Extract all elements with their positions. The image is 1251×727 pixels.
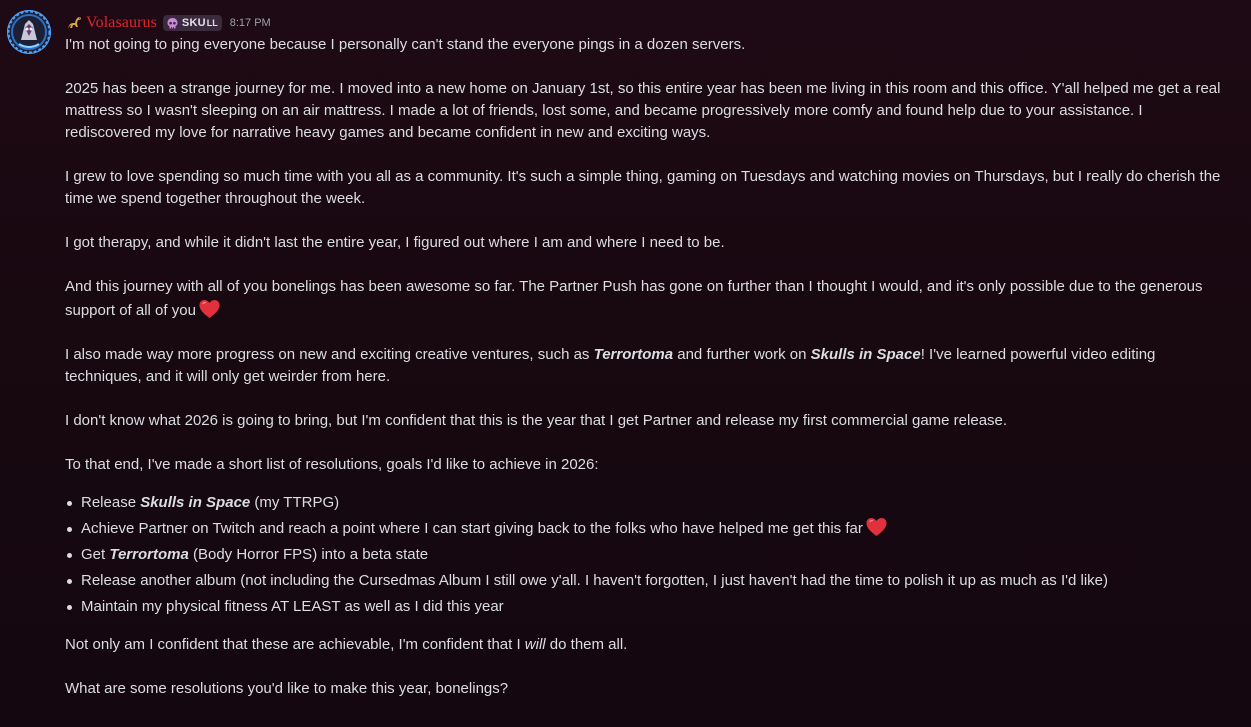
paragraph-creative-line-2: techniques, and it will only get weirder from here. [65, 368, 391, 385]
list-item-text: (my TTRPG) [250, 494, 340, 511]
list-item [65, 542, 1240, 568]
list-item-emphasis: Skulls in Space [140, 494, 251, 511]
guild-tag[interactable] [163, 15, 222, 31]
list-item [65, 490, 1240, 516]
creative-text-start: I also made way more progress on new and exciting creative ventures, such as [65, 346, 594, 363]
paragraph-partner-line-2 [65, 298, 1240, 322]
skull-icon [166, 17, 179, 30]
user-avatar[interactable] [7, 10, 51, 54]
list-item-text: Release another album (not including the Cursedmas Album I still owe y'all. I haven't forgotten, I just haven't had the time to polish it up as much as I'd like) [81, 572, 1108, 589]
list-item [65, 594, 1240, 620]
paragraph-question: What are some resolutions you'd like to make this year, bonelings? [65, 680, 509, 697]
paragraph-therapy: I got therapy, and while it didn't last the entire year, I figured out where I am and where I need to be. [65, 234, 725, 251]
paragraph-journey-line-2: mattress so I wasn't sleeping on an air mattress. I made a lot of friends, lost some, and became progressively more comfy and found help due to your assistance. I [65, 102, 1143, 119]
list-item-text: Get [81, 546, 110, 563]
paragraph-2026: I don't know what 2026 is going to bring, but I'm confident that this is the year that I get Partner and release my first commercial game release. [65, 412, 1008, 429]
list-item-text: Achieve Partner on Twitch and reach a point where I can start giving back to the folks who have helped me get this far [81, 520, 863, 537]
creative-text-end: ! I've learned powerful video editing [920, 346, 1156, 363]
paragraph-partner-line-1: And this journey with all of you bonelings has been awesome so far. The Partner Push has gone on further than I thought I would, and it's only possible due to the generous [65, 278, 1203, 295]
heart-icon[interactable] [198, 298, 221, 320]
paragraph-confidence [65, 634, 1240, 656]
paragraph-resolutions-intro: To that end, I've made a short list of resolutions, goals I'd like to achieve in 2026: [65, 456, 599, 473]
username[interactable]: Volasaurus [86, 14, 157, 31]
list-item-emphasis: Terrortoma [109, 546, 189, 563]
list-item [65, 516, 1240, 542]
paragraph-intro: I'm not going to ping everyone because I personally can't stand the everyone pings in a dozen servers. [65, 36, 746, 53]
guild-tag-suffix: LL [206, 18, 218, 28]
message-header [66, 13, 271, 33]
will-emphasis: will [524, 636, 546, 653]
list-item-text: Maintain my physical fitness AT LEAST as well as I did this year [81, 598, 504, 615]
paragraph-creative-line-1 [65, 344, 1240, 366]
confidence-text-start: Not only am I confident that these are achievable, I'm confident that I [65, 636, 525, 653]
skulls-in-space-emphasis: Skulls in Space [810, 346, 921, 363]
heart-icon[interactable] [865, 516, 888, 538]
list-item-text: Release [81, 494, 141, 511]
message-timestamp[interactable]: 8:17 PM [229, 17, 271, 29]
terrortoma-emphasis: Terrortoma [593, 346, 674, 363]
paragraph-journey-line-3: rediscovered my love for narrative heavy games and became confident in new and exciting ways. [65, 124, 711, 141]
avatar-image [7, 10, 51, 54]
paragraph-community-line-2: time we spend together throughout the week. [65, 190, 366, 207]
list-item-text: (Body Horror FPS) into a beta state [188, 546, 429, 563]
creative-text-middle: and further work on [673, 346, 811, 363]
partner-support-text: support of all of you [65, 302, 196, 319]
resolutions-list [65, 490, 1240, 620]
paragraph-community-line-1: I grew to love spending so much time with you all as a community. It's such a simple thing, gaming on Tuesdays and watching movies on Thursdays, but I really do cherish the [65, 168, 1221, 185]
list-item [65, 568, 1240, 594]
confidence-text-end: do them all. [545, 636, 628, 653]
guild-tag-text: SKU [181, 17, 206, 29]
paragraph-journey-line-1: 2025 has been a strange journey for me. I moved into a new home on January 1st, so this entire year has been me living in this room and this office. Y'all helped me get a real [65, 80, 1221, 97]
message-content [65, 34, 1240, 700]
dinosaur-icon [66, 14, 84, 32]
